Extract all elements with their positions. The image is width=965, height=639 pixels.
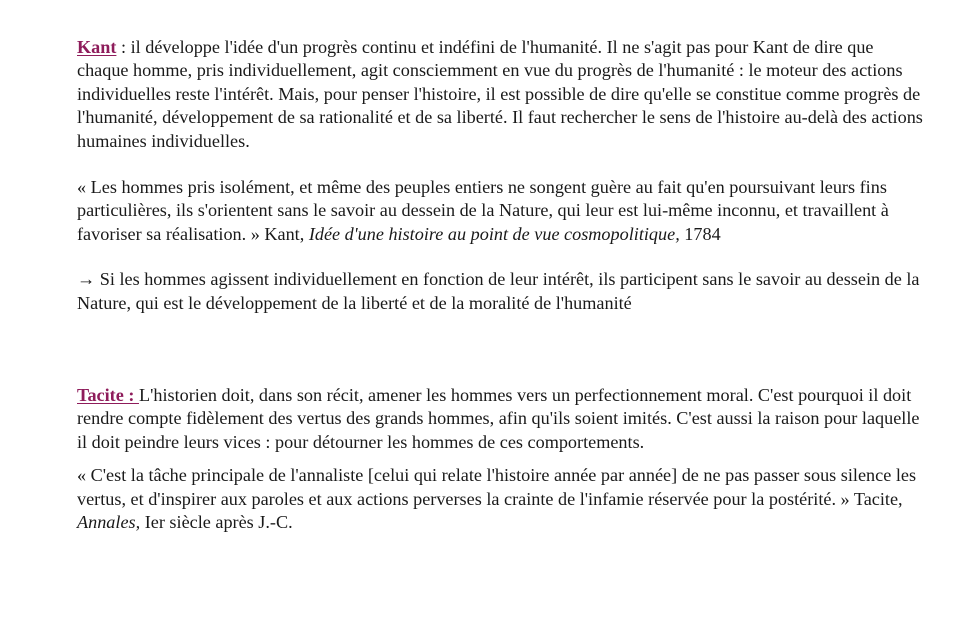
tacite-paragraph — [77, 384, 927, 454]
kant-quote-year: 1784 — [679, 223, 721, 244]
document-page — [77, 36, 927, 535]
tacite-quote-text: « C'est la tâche principale de l'annaliste [celui qui relate l'histoire année par année] de ne pas passer sous silence les vertus, et d'inspirer aux paroles et aux actions perverses la crainte de l'infamie réservée pour la postérité. » Tacite, — [77, 465, 917, 509]
kant-quote-text: « Les hommes pris isolément, et même des peuples entiers ne songent guère au fait qu'en poursuivant leurs fins particulières, ils s'orientent sans le savoir au dessein de la Nature, qui leur est lui-même inconnu, et travaillent à favoriser sa réalisation. » Kant, — [77, 177, 889, 244]
kant-text: il développe l'idée d'un progrès continu et indéfini de l'humanité. Il ne s'agit pas pour Kant de dire que chaque homme, pris individuellement, agit consciemment en vue du progrès de l'humanité : le moteur des actions individuelles reste l'intérêt. Mais, pour penser l'histoire, il est possible de dire qu'elle se constitue comme progrès de l'humanité, développement de sa rationalité et de sa liberté. Il faut rechercher le sens de l'histoire au-delà des actions humaines individuelles. — [77, 37, 923, 151]
kant-quote-work: Idée d'une histoire au point de vue cosmopolitique, — [308, 223, 680, 244]
kant-separator: : — [116, 37, 131, 57]
kant-quote — [77, 176, 927, 246]
tacite-quote-work: Annales, — [77, 512, 141, 533]
tacite-text: L'historien doit, dans son récit, amener les hommes vers un perfectionnement moral. C'est pourquoi il doit rendre compte fidèlement des vertus des grands hommes, afin qu'ils soient imités. C'est aussi la raison pour laquelle il doit peindre leurs vices : pour détourner les hommes de ces comportements. — [77, 385, 920, 452]
kant-conclusion: → Si les hommes agissent individuellement en fonction de leur intérêt, ils participent sans le savoir au dessein de la Nature, qui est le développement de la liberté et de la moralité de l'humanité — [77, 269, 920, 313]
tacite-heading: Tacite : — [77, 385, 139, 406]
tacite-quote-date: Ier siècle après J.-C. — [140, 512, 293, 533]
kant-paragraph — [77, 36, 927, 153]
kant-heading: Kant — [77, 37, 117, 57]
tacite-quote — [77, 464, 927, 534]
